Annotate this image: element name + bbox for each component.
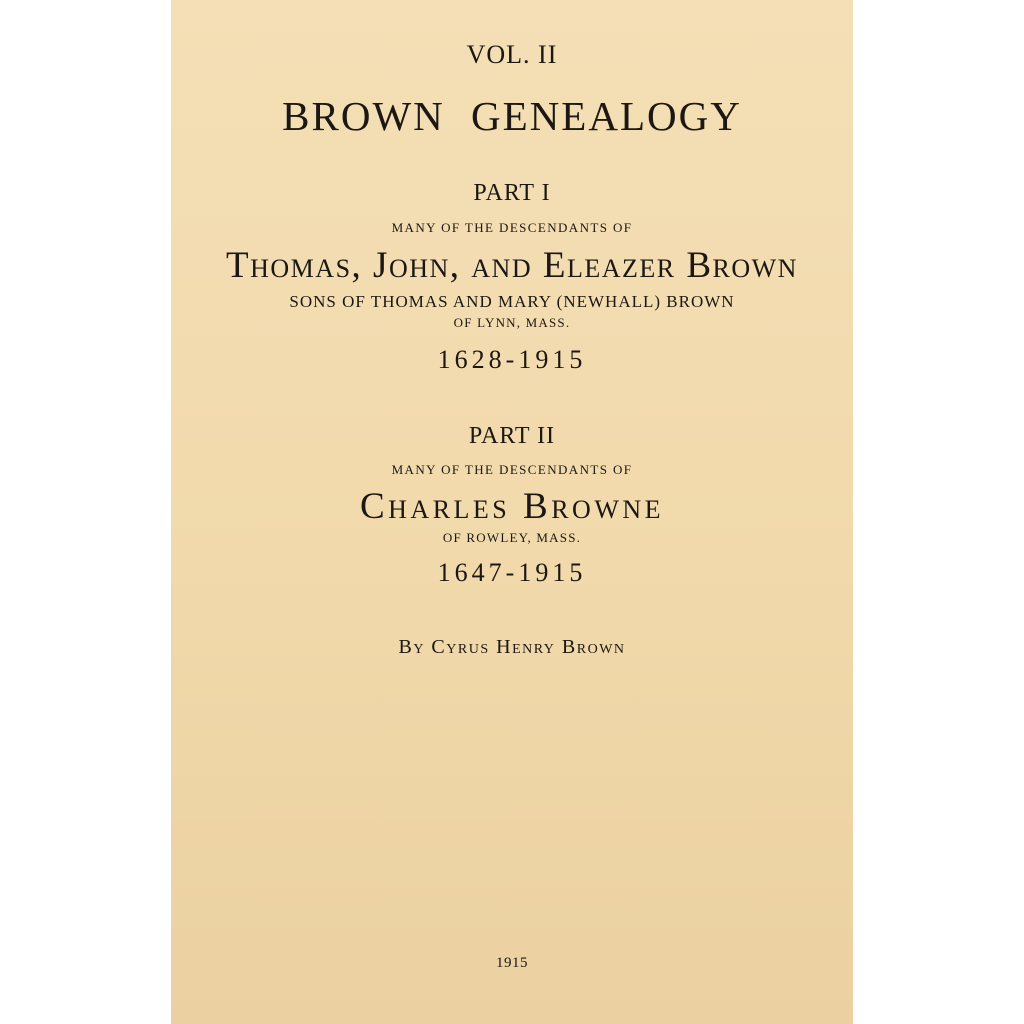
part-one-place: OF LYNN, MASS. [453,315,571,330]
part-two-place: OF ROWLEY, MASS. [442,530,582,545]
book-title: BROWN GENEALOGY [282,93,742,139]
part-two-dates: 1647-1915 [437,558,587,587]
part-one-heading: PART I [473,180,551,206]
part-one-dates: 1628-1915 [437,345,587,374]
part-one-parents: SONS OF THOMAS AND MARY (NEWHALL) BROWN [289,292,735,311]
volume-label: VOL. II [466,40,558,69]
author-byline: By Cyrus Henry Brown [398,636,626,658]
title-page [171,0,853,1024]
publication-year: 1915 [496,955,528,971]
part-one-intro: MANY OF THE DESCENDANTS OF [391,220,633,235]
part-two-name: Charles Browne [359,486,665,527]
part-two-intro: MANY OF THE DESCENDANTS OF [391,462,633,477]
part-one-names: Thomas, John, and Eleazer Brown [226,245,798,286]
part-two-heading: PART II [468,423,556,449]
